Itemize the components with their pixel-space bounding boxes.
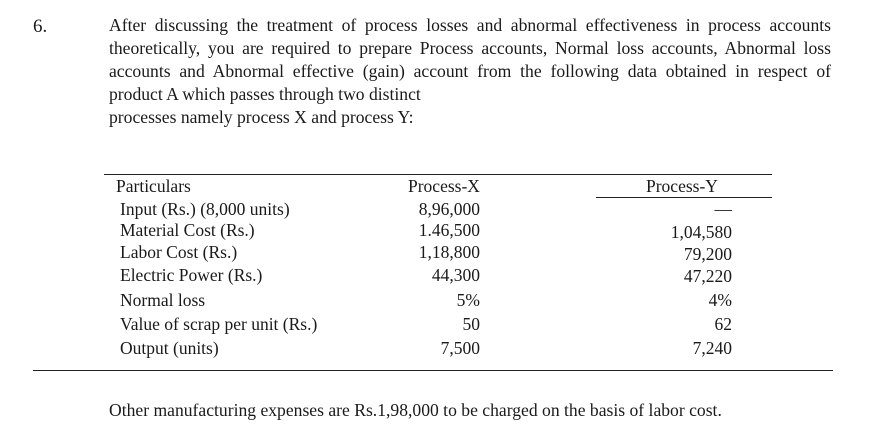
header-process-x: Process-X (408, 176, 480, 196)
row-process-x-value: 44,300 (431, 265, 480, 285)
header-particulars: Particulars (116, 176, 191, 196)
row-process-y-value: 4% (708, 290, 732, 310)
question-text-body: After discussing the treatment of process losses and abnormal effectiveness in process accounts theoretically, you are required to prepare Process accounts, Normal loss accounts, Abnormal loss accounts and Abnormal effective (gain) account from the following data obtained in respect of product A which passes through two distinct (109, 15, 831, 104)
row-process-x-value: 1,18,800 (418, 242, 480, 262)
table-bottom-rule (33, 370, 833, 371)
row-label: Labor Cost (Rs.) (120, 242, 238, 262)
row-process-x-value: 7,500 (440, 338, 480, 358)
question-text-last-line: processes namely process X and process Y: (109, 107, 414, 127)
footer-note: Other manufacturing expenses are Rs.1,98,000 to be charged on the basis of labor cost. (109, 400, 722, 420)
row-process-x-value: 5% (456, 290, 480, 310)
question-number: 6. (33, 16, 48, 37)
question-text (109, 14, 831, 129)
row-process-x-value: 50 (462, 314, 480, 334)
table-top-rule (104, 174, 772, 175)
row-process-x-value: 8,96,000 (418, 199, 480, 219)
row-label: Material Cost (Rs.) (120, 220, 255, 240)
row-process-y-value: 62 (714, 314, 732, 334)
row-process-y-value: 47,220 (683, 266, 732, 286)
header-process-y: Process-Y (646, 176, 718, 196)
row-label: Electric Power (Rs.) (120, 265, 263, 285)
row-label: Output (units) (120, 338, 219, 358)
row-label: Input (Rs.) (8,000 units) (120, 199, 290, 219)
process-y-header-rule (596, 197, 772, 198)
row-process-y-value: 79,200 (683, 244, 732, 264)
row-process-y-value: 1,04,580 (670, 222, 732, 242)
row-label: Value of scrap per unit (Rs.) (120, 314, 318, 334)
row-process-y-value: 7,240 (692, 338, 732, 358)
row-label: Normal loss (120, 290, 206, 310)
row-process-y-value: — (714, 199, 732, 219)
row-process-x-value: 1.46,500 (418, 220, 480, 240)
